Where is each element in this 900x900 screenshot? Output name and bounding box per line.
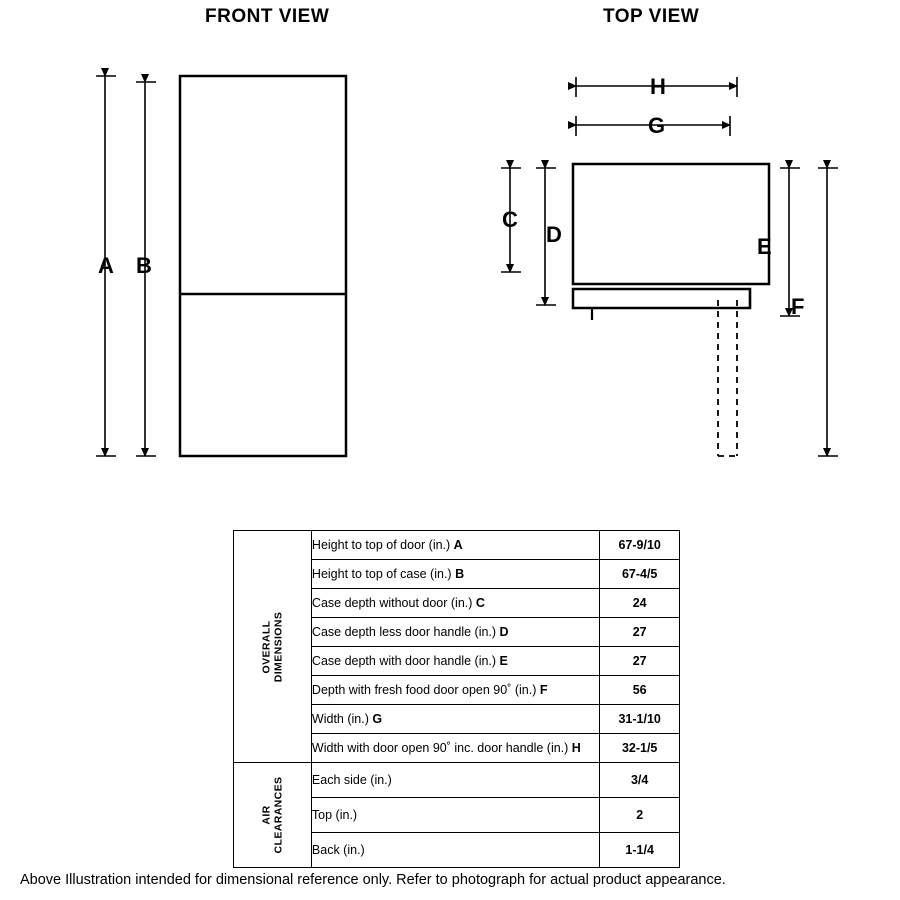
row-value-each-side: 3/4 (600, 763, 680, 798)
row-value-top: 2 (600, 798, 680, 833)
row-value-width: 31-1/10 (600, 705, 680, 734)
row-label-each-side: Each side (in.) (311, 763, 599, 798)
row-label-width: Width (in.) G (311, 705, 599, 734)
dimension-label-g: G (648, 113, 666, 138)
dimension-label-c: C (502, 207, 518, 232)
footnote-text: Above Illustration intended for dimensional reference only. Refer to photograph for actual product appearance. (20, 872, 726, 888)
group-cell-overall-dimensions (234, 531, 312, 763)
top-view-group (501, 77, 838, 456)
row-value-depth-with-fresh-food-door-open: 56 (600, 676, 680, 705)
dimension-label-e: E (757, 234, 772, 259)
specifications-table (233, 530, 680, 868)
row-label-width-with-door-open: Width with door open 90˚ inc. door handle (in.) H (311, 734, 599, 763)
row-label-top: Top (in.) (311, 798, 599, 833)
front-view-group (96, 76, 346, 456)
dimension-label-a: A (98, 253, 114, 278)
row-value-case-depth-without-door: 24 (600, 589, 680, 618)
top-view-title: TOP VIEW (603, 6, 700, 27)
table-row (234, 531, 680, 560)
row-label-case-depth-without-door: Case depth without door (in.) C (311, 589, 599, 618)
front-view-cabinet-outline (180, 76, 346, 456)
row-label-height-to-top-of-door: Height to top of door (in.) A (311, 531, 599, 560)
dimension-label-h: H (650, 74, 666, 99)
row-value-case-depth-less-door-handle: 27 (600, 618, 680, 647)
row-value-height-to-top-of-case: 67-4/5 (600, 560, 680, 589)
row-label-back: Back (in.) (311, 833, 599, 868)
front-view-title: FRONT VIEW (205, 6, 330, 27)
row-value-width-with-door-open: 32-1/5 (600, 734, 680, 763)
row-label-case-depth-with-door-handle: Case depth with door handle (in.) E (311, 647, 599, 676)
group-label-air-clearances: AIR CLEARANCES (260, 776, 285, 854)
row-value-case-depth-with-door-handle: 27 (600, 647, 680, 676)
dimension-label-d: D (546, 222, 562, 247)
row-label-depth-with-fresh-food-door-open: Depth with fresh food door open 90˚ (in.) F (311, 676, 599, 705)
row-value-height-to-top-of-door: 67-9/10 (600, 531, 680, 560)
top-view-case-outline (573, 164, 769, 284)
row-value-back: 1-1/4 (600, 833, 680, 868)
row-label-case-depth-less-door-handle: Case depth less door handle (in.) D (311, 618, 599, 647)
dimension-label-f: F (791, 294, 805, 319)
row-label-height-to-top-of-case: Height to top of case (in.) B (311, 560, 599, 589)
group-label-overall-dimensions: OVERALL DIMENSIONS (260, 611, 285, 682)
group-cell-air-clearances (234, 763, 312, 868)
table-row (234, 763, 680, 798)
dimension-label-b: B (136, 253, 152, 278)
top-view-door-bar (573, 289, 750, 308)
